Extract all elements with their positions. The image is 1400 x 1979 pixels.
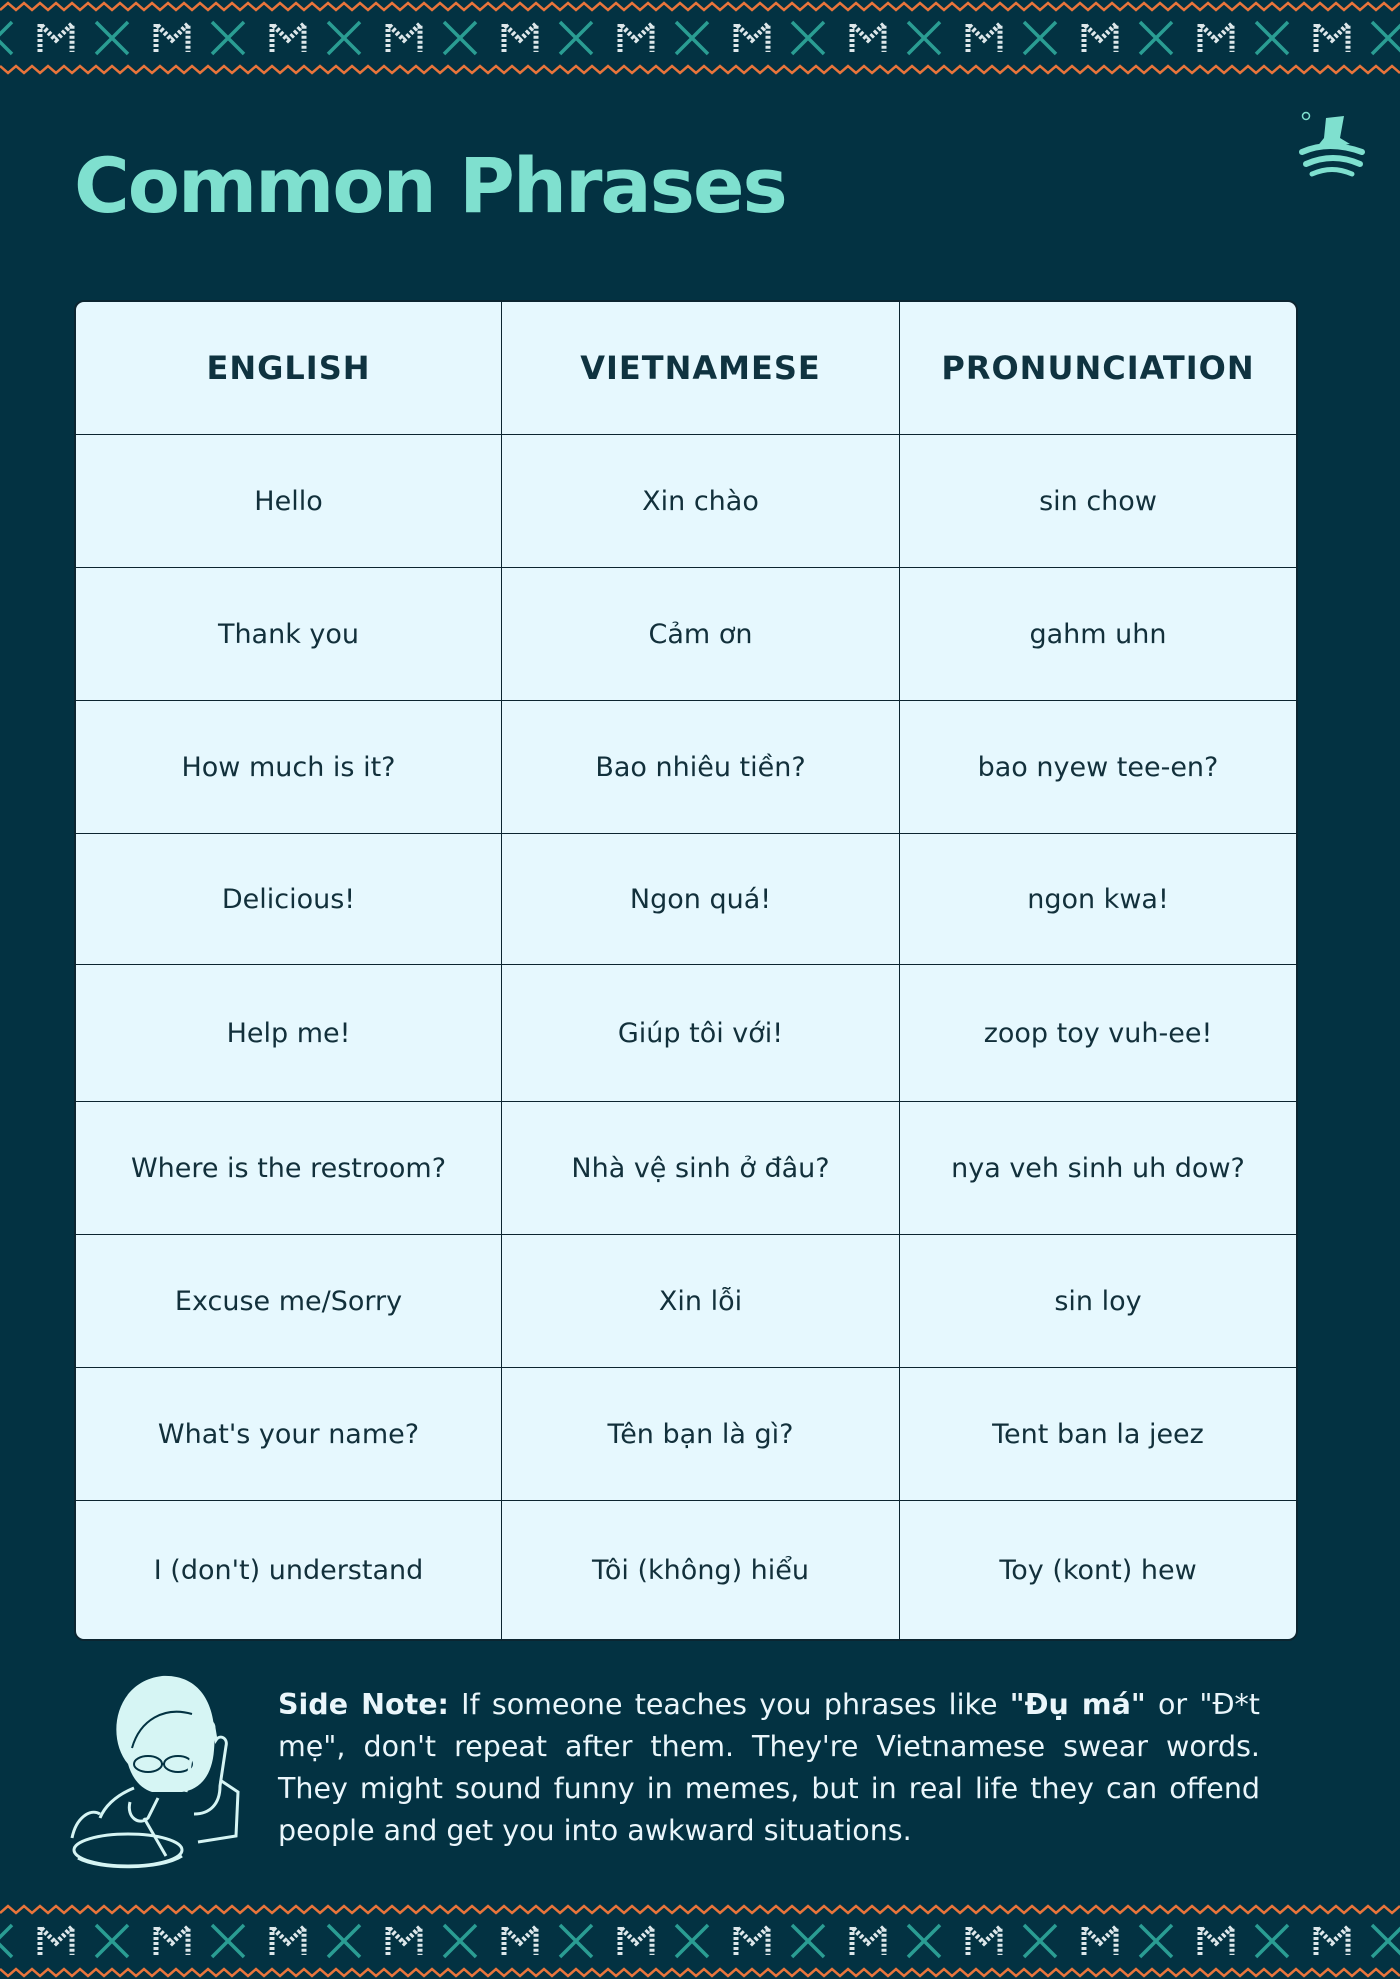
vietnamese-cell: Nhà vệ sinh ở đâu?	[501, 1102, 899, 1234]
pronunciation-cell: sin chow	[899, 435, 1296, 567]
border-pattern-icon	[0, 1903, 1400, 1979]
vietnamese-cell: Bao nhiêu tiền?	[501, 701, 899, 833]
table-row	[76, 964, 1296, 1101]
phrase-table	[74, 300, 1298, 1641]
top-decorative-border	[0, 0, 1400, 76]
pronunciation-cell: bao nyew tee-en?	[899, 701, 1296, 833]
page-title: Common Phrases	[74, 141, 786, 230]
harbor-logo-icon	[1296, 108, 1368, 184]
english-cell: Excuse me/Sorry	[174, 1285, 403, 1317]
girl-covering-face-icon	[70, 1668, 242, 1874]
table-row	[76, 1367, 1296, 1500]
english-cell: I (don't) understand	[153, 1554, 424, 1586]
side-note-text	[278, 1684, 1260, 1852]
side-note-text-part-2: or "Đ*t mẹ", don't repeat after them. They're Vietnamese swear words. They might sound funny in memes, but in real life they can offend people and get you into awkward situations.	[278, 1688, 1260, 1847]
pronunciation-cell: ngon kwa!	[899, 834, 1296, 964]
header-vietnamese: VIETNAMESE	[501, 302, 899, 434]
english-cell: Where is the restroom?	[130, 1152, 447, 1184]
table-row	[76, 567, 1296, 700]
vietnamese-cell: Cảm ơn	[501, 568, 899, 700]
table-row	[76, 1500, 1296, 1639]
table-row	[76, 700, 1296, 833]
vietnamese-cell: Xin chào	[501, 435, 899, 567]
pronunciation-cell: nya veh sinh uh dow?	[899, 1102, 1296, 1234]
pronunciation-cell: Tent ban la jeez	[899, 1368, 1296, 1500]
header-pronunciation: PRONUNCIATION	[899, 302, 1296, 434]
table-row	[76, 1234, 1296, 1367]
vietnamese-cell: Tên bạn là gì?	[501, 1368, 899, 1500]
english-cell: Thank you	[217, 618, 360, 650]
vietnamese-cell: Giúp tôi với!	[501, 965, 899, 1101]
english-cell: What's your name?	[157, 1418, 420, 1450]
side-note-text-part-1: If someone teaches you phrases like	[448, 1688, 1010, 1721]
table-row	[76, 833, 1296, 964]
pronunciation-cell: gahm uhn	[899, 568, 1296, 700]
english-cell: How much is it?	[181, 751, 396, 783]
header-english: ENGLISH	[206, 349, 371, 387]
border-pattern-icon	[0, 0, 1400, 76]
pronunciation-cell: zoop toy vuh-ee!	[899, 965, 1296, 1101]
vietnamese-cell: Ngon quá!	[501, 834, 899, 964]
vietnamese-cell: Tôi (không) hiểu	[501, 1501, 899, 1639]
table-header-row	[76, 302, 1296, 434]
table-row	[76, 434, 1296, 567]
vietnamese-cell: Xin lỗi	[501, 1235, 899, 1367]
english-cell: Help me!	[226, 1017, 351, 1049]
pronunciation-cell: Toy (kont) hew	[899, 1501, 1296, 1639]
pronunciation-cell: sin loy	[899, 1235, 1296, 1367]
side-note-label: Side Note:	[278, 1688, 449, 1721]
english-cell: Hello	[254, 485, 323, 517]
english-cell: Delicious!	[221, 883, 356, 915]
table-row	[76, 1101, 1296, 1234]
swear-phrase: "Đụ má"	[1009, 1688, 1146, 1721]
bottom-decorative-border	[0, 1903, 1400, 1979]
